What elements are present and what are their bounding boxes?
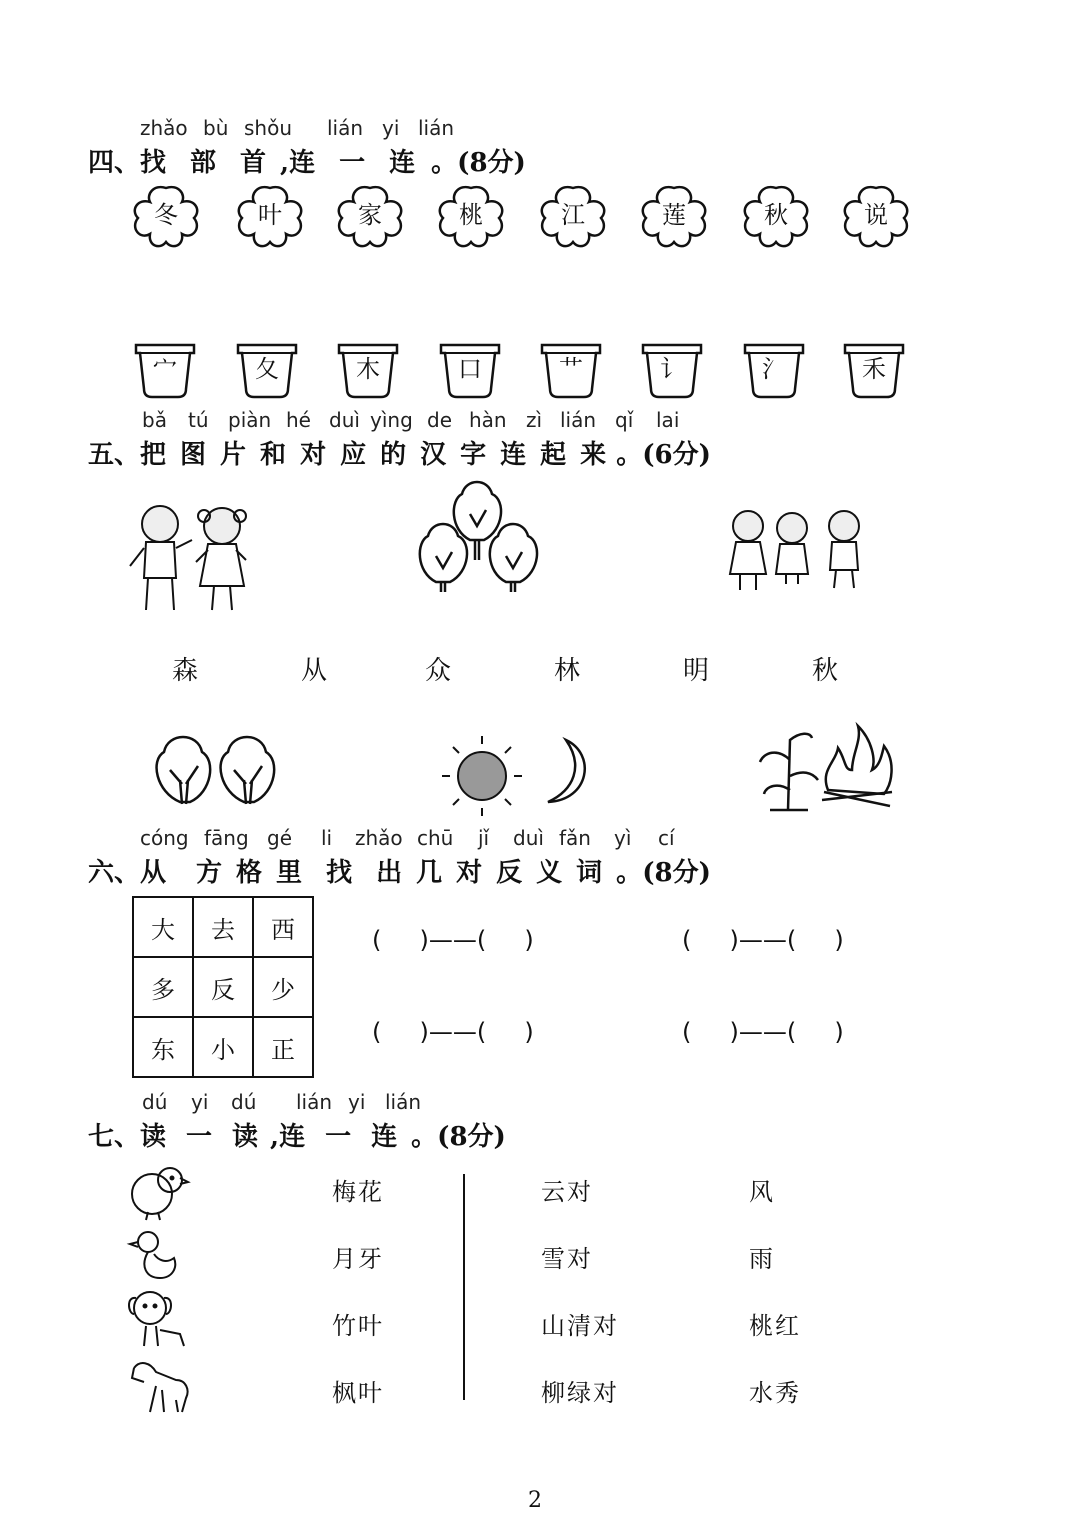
section7-illustrations — [0, 1150, 1080, 1430]
title-char: 连 — [500, 440, 527, 470]
grid-cell: 少 — [253, 957, 313, 1017]
pinyin: zhǎo — [355, 826, 403, 850]
grid-cell: 西 — [253, 897, 313, 957]
hanzi-lin: 林 — [554, 656, 581, 686]
title-char: 。 — [411, 1122, 438, 1152]
pinyin: yi — [382, 116, 400, 140]
title-char: 连 — [371, 1122, 398, 1152]
radical-cup: 禾 — [862, 355, 886, 383]
pinyin: yì — [614, 826, 632, 850]
section6-score: (8分) — [642, 858, 711, 888]
sun-moon-icon — [442, 736, 585, 816]
title-char: 起 — [540, 440, 567, 470]
pinyin: gé — [267, 826, 292, 850]
radical-cup: 木 — [356, 355, 380, 383]
pinyin: yìng — [370, 408, 413, 432]
word-left: 竹叶 — [332, 1312, 384, 1340]
word-mid: 山清对 — [541, 1312, 619, 1340]
pinyin: lián — [385, 1090, 422, 1114]
pinyin: jǐ — [478, 826, 490, 850]
pinyin: qǐ — [615, 408, 634, 432]
word-mid: 柳绿对 — [541, 1379, 619, 1407]
flower-char: 莲 — [662, 201, 686, 229]
word-right: 风 — [749, 1178, 775, 1206]
antonym-answer-pair[interactable]: ( )——( ) — [682, 1018, 844, 1046]
title-char: 和 — [260, 440, 287, 470]
flower-char: 冬 — [154, 201, 178, 229]
hanzi-ming: 明 — [683, 656, 710, 686]
title-char: 片 — [220, 440, 247, 470]
title-char: 一 — [186, 1122, 213, 1152]
title-char: 部 — [190, 148, 217, 178]
pinyin: cí — [658, 826, 675, 850]
flower-char: 桃 — [459, 201, 483, 229]
word-right: 桃红 — [749, 1312, 801, 1340]
pinyin: fāng — [204, 826, 249, 850]
title-char: 字 — [460, 440, 487, 470]
title-char: ,连 — [280, 148, 316, 178]
word-left: 月牙 — [332, 1245, 384, 1273]
two-trees-icon — [157, 737, 275, 804]
pinyin: bù — [203, 116, 229, 140]
antonym-grid — [132, 896, 314, 1078]
radical-cup: 讠 — [660, 355, 684, 383]
hanzi-cong: 从 — [301, 656, 328, 686]
title-char: 对 — [456, 858, 483, 888]
title-char: 五、把 — [88, 440, 167, 470]
title-char: 找 — [326, 858, 353, 888]
three-children-icon — [730, 511, 859, 590]
title-char: 四、找 — [88, 148, 167, 178]
pinyin: chū — [417, 826, 454, 850]
grid-cell: 反 — [193, 957, 253, 1017]
pinyin: lián — [296, 1090, 333, 1114]
pinyin: duì — [513, 826, 544, 850]
title-char: 。 — [431, 148, 458, 178]
flower-char: 家 — [358, 201, 382, 229]
flower-char: 秋 — [764, 201, 788, 229]
word-right: 雨 — [749, 1245, 775, 1273]
hanzi-sen: 森 — [172, 656, 199, 686]
title-char: 汉 — [420, 440, 447, 470]
pinyin: piàn — [228, 408, 272, 432]
pinyin: zì — [526, 408, 543, 432]
radical-cup: 氵 — [762, 355, 786, 383]
word-right: 水秀 — [749, 1379, 801, 1407]
pinyin: bǎ — [142, 408, 167, 432]
grid-cell: 小 — [193, 1017, 253, 1077]
antonym-answer-pair[interactable]: ( )——( ) — [372, 1018, 534, 1046]
word-left: 梅花 — [332, 1178, 384, 1206]
pinyin: lián — [327, 116, 364, 140]
radical-cup: 口 — [458, 355, 482, 383]
title-char: 首 — [240, 148, 267, 178]
pinyin: lián — [560, 408, 597, 432]
hanzi-qiu: 秋 — [812, 656, 839, 686]
title-char: 的 — [380, 440, 407, 470]
word-mid: 雪对 — [541, 1245, 593, 1273]
radical-cup: 夂 — [255, 355, 279, 383]
duckling-icon — [130, 1232, 175, 1278]
title-char: 几 — [416, 858, 443, 888]
title-char: 反 — [496, 858, 523, 888]
grid-cell: 多 — [133, 957, 193, 1017]
title-char: 七、读 — [88, 1122, 167, 1152]
section5-score: (6分) — [642, 440, 711, 470]
word-left: 枫叶 — [332, 1379, 384, 1407]
title-char: 里 — [276, 858, 303, 888]
title-char: 图 — [180, 440, 207, 470]
flower-char: 江 — [561, 201, 585, 229]
section5-title — [88, 434, 711, 471]
title-char: 方 — [196, 858, 223, 888]
flower-char: 说 — [864, 201, 888, 229]
page-number: 2 — [528, 1488, 542, 1513]
pinyin: de — [427, 408, 452, 432]
pinyin: lián — [418, 116, 455, 140]
title-char: 。 — [616, 858, 643, 888]
title-char: 六、从 — [88, 858, 167, 888]
pinyin: li — [321, 826, 333, 850]
pinyin: yi — [191, 1090, 209, 1114]
pinyin: cóng — [140, 826, 189, 850]
title-char: 连 — [389, 148, 416, 178]
section7-score: (8分) — [437, 1122, 506, 1152]
title-char: 词 — [576, 858, 603, 888]
pony-icon — [132, 1363, 188, 1412]
title-char: 一 — [339, 148, 366, 178]
puppy-icon — [129, 1292, 184, 1346]
section6-title — [88, 852, 711, 889]
radical-cup: 宀 — [153, 355, 177, 383]
title-char: 出 — [376, 858, 403, 888]
antonym-answer-pair[interactable]: ( )——( ) — [682, 926, 844, 954]
antonym-answer-pair[interactable]: ( )——( ) — [372, 926, 534, 954]
title-char: ,连 — [270, 1122, 306, 1152]
plant-fire-icon — [760, 726, 892, 810]
pinyin: tú — [188, 408, 209, 432]
section7-title — [88, 1116, 506, 1153]
title-char: 来 — [580, 440, 607, 470]
title-char: 读 — [232, 1122, 259, 1152]
two-children-icon — [130, 506, 246, 610]
title-char: 义 — [536, 858, 563, 888]
title-char: 应 — [340, 440, 367, 470]
pinyin: zhǎo — [140, 116, 188, 140]
grid-cell: 大 — [133, 897, 193, 957]
pinyin: lai — [656, 408, 680, 432]
grid-cell: 东 — [133, 1017, 193, 1077]
word-mid: 云对 — [541, 1178, 593, 1206]
title-char: 。 — [616, 440, 643, 470]
pinyin: fǎn — [559, 826, 591, 850]
chick-icon — [132, 1168, 188, 1220]
hanzi-zhong: 众 — [425, 656, 452, 686]
pinyin: shǒu — [244, 116, 293, 140]
title-char: 格 — [236, 858, 263, 888]
flower-char: 叶 — [258, 201, 282, 229]
title-char: 一 — [325, 1122, 352, 1152]
pinyin: hé — [286, 408, 311, 432]
radical-cup: 艹 — [559, 355, 583, 383]
title-char: 对 — [300, 440, 327, 470]
three-trees-icon — [420, 482, 537, 592]
pinyin: hàn — [469, 408, 507, 432]
pinyin: duì — [329, 408, 360, 432]
pinyin: yi — [348, 1090, 366, 1114]
pinyin: dú — [231, 1090, 257, 1114]
pinyin: dú — [142, 1090, 168, 1114]
grid-cell: 去 — [193, 897, 253, 957]
section5-illustrations — [0, 470, 1080, 830]
section4-score: (8分) — [457, 148, 526, 178]
grid-cell: 正 — [253, 1017, 313, 1077]
